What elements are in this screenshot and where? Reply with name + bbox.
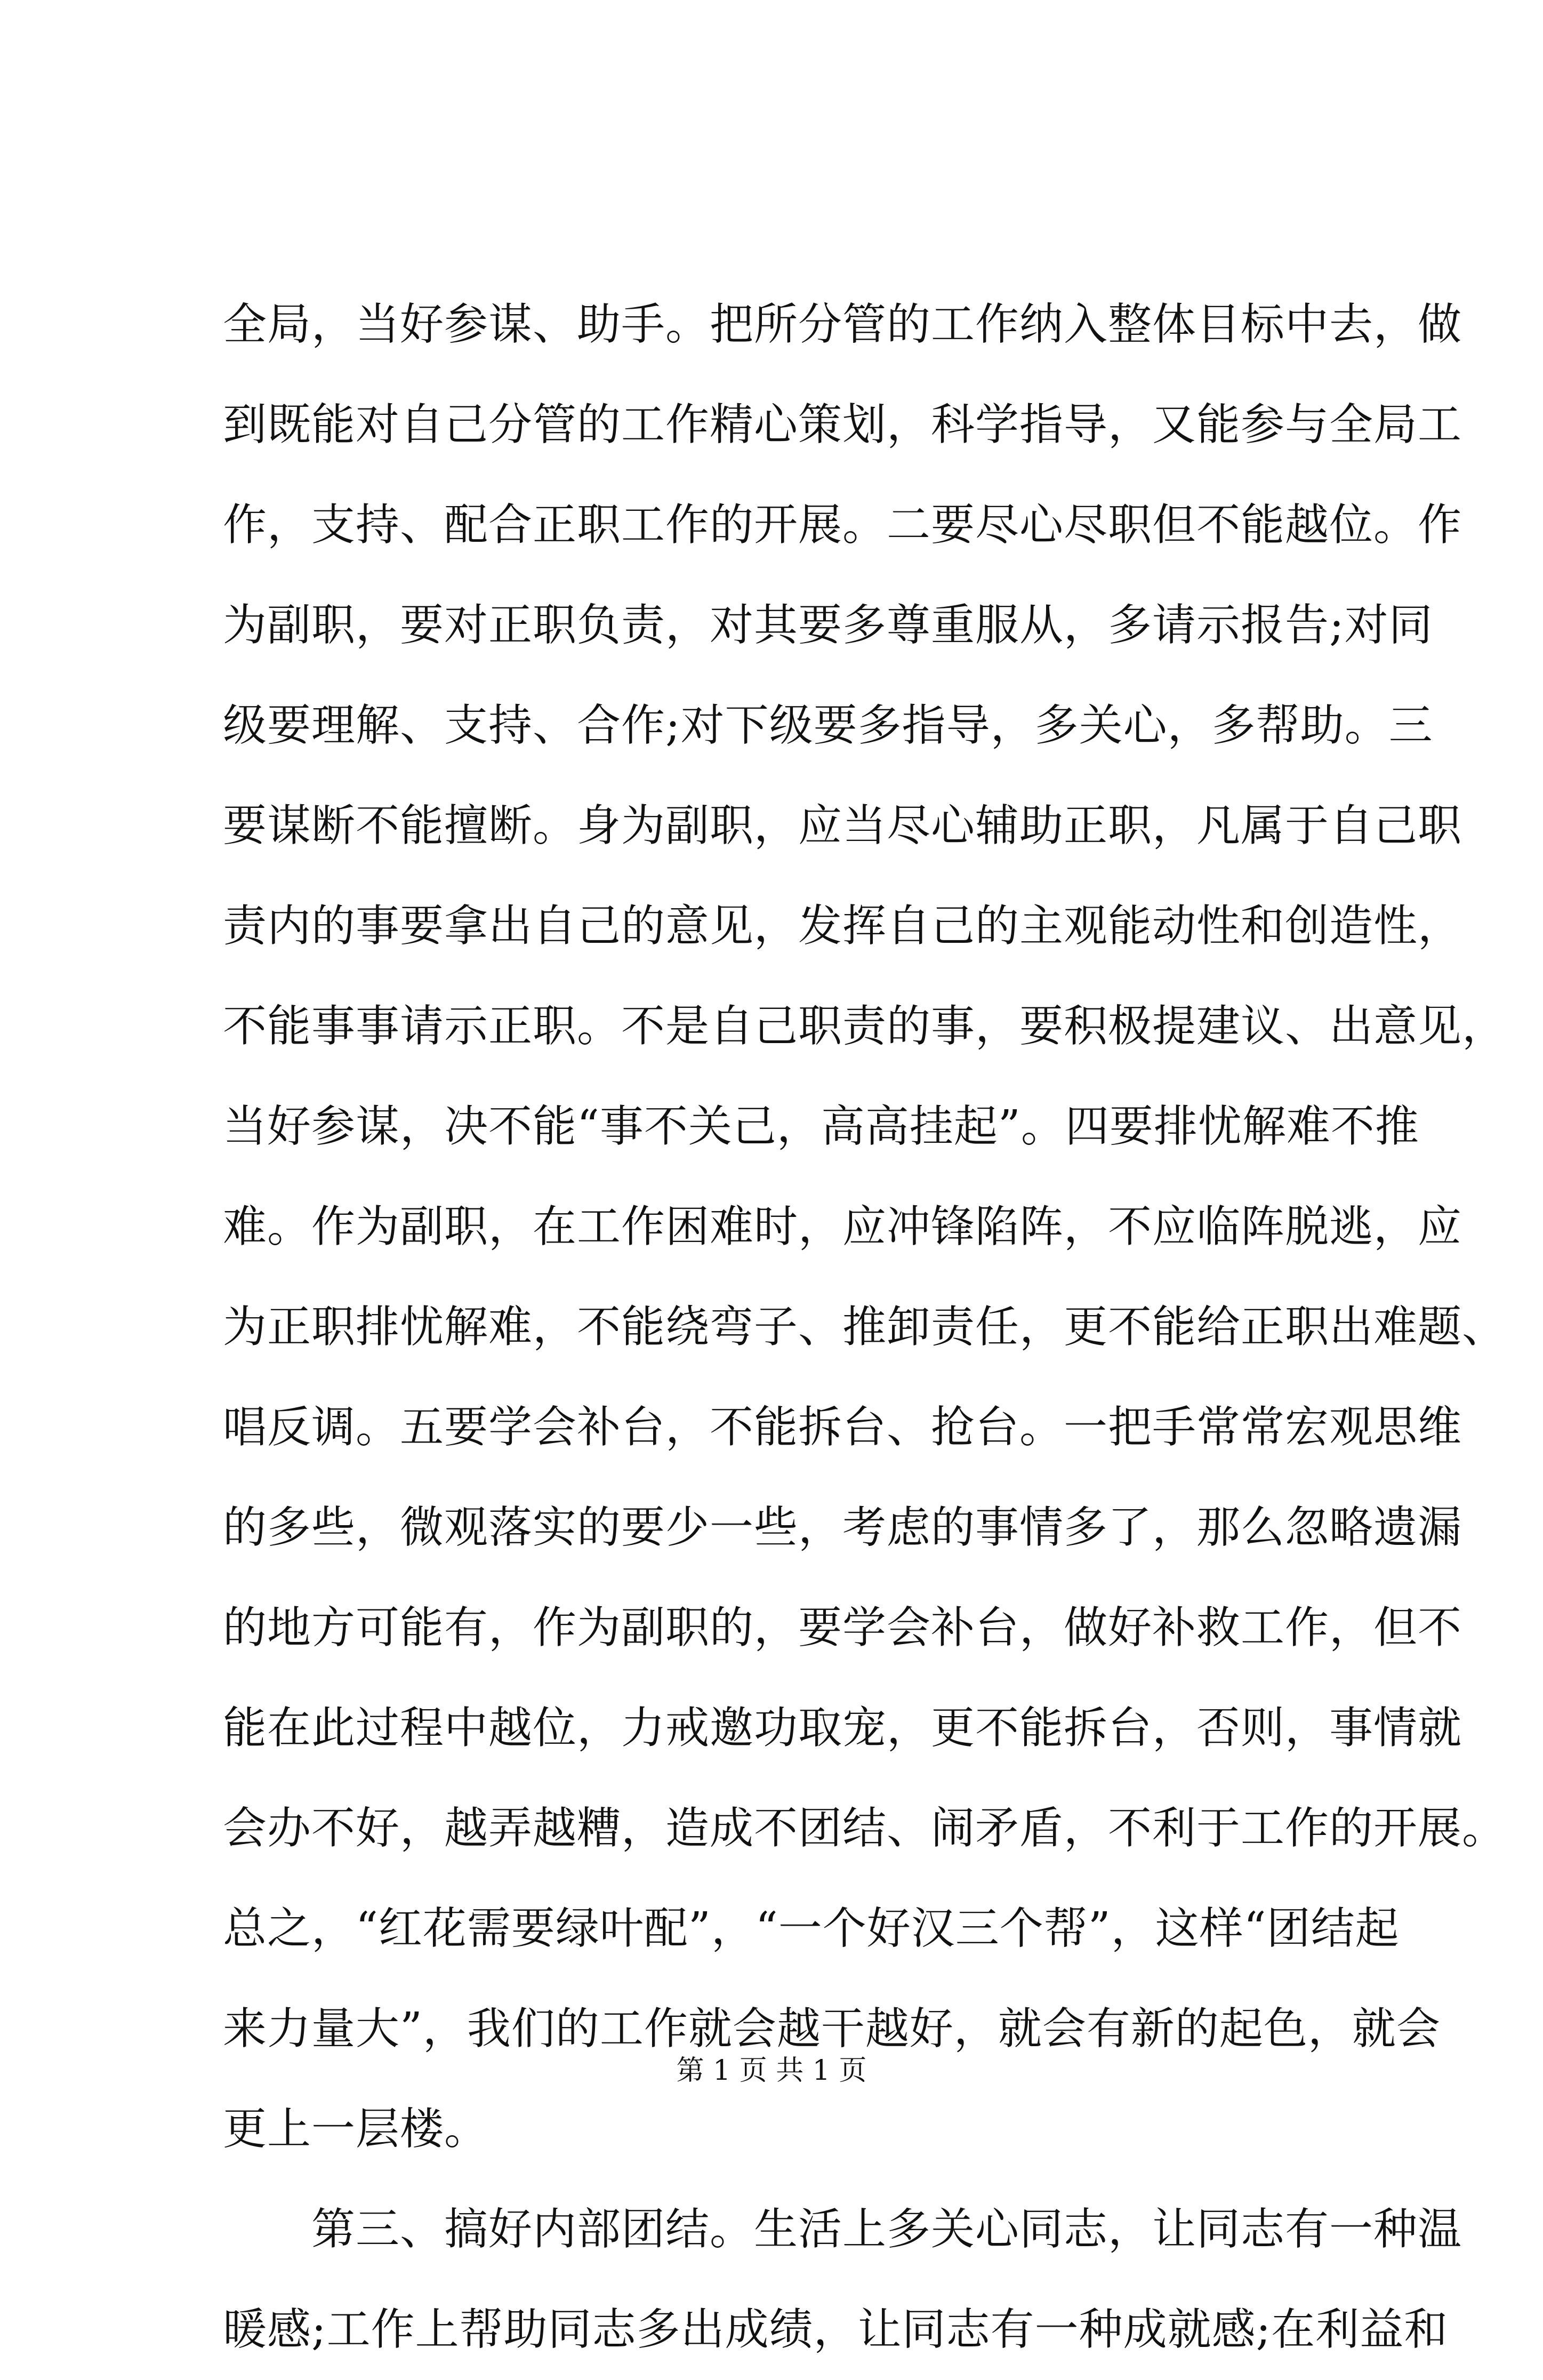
page-footer: 第 1 页 共 1 页 <box>676 2055 867 2087</box>
text-line: 第三、搞好内部团结。生活上多关心同志，让同志有一种温 <box>223 2204 1462 2255</box>
text-line: 到既能对自己分管的工作精心策划，科学指导，又能参与全局工 <box>223 399 1462 450</box>
text-line: 为正职排忧解难，不能绕弯子、推卸责任，更不能给正职出难题、 <box>223 1302 1507 1352</box>
text-line: 唱反调。五要学会补台，不能拆台、抢台。一把手常常宏观思维 <box>223 1402 1462 1453</box>
text-line: 能在此过程中越位，力戒邀功取宠，更不能拆台，否则，事情就 <box>223 1703 1462 1753</box>
text-line: 作，支持、配合正职工作的开展。二要尽心尽职但不能越位。作 <box>223 500 1462 550</box>
text-line: 当好参谋，决不能“事不关己，高高挂起”。四要排忧解难不推 <box>223 1101 1419 1152</box>
text-line: 更上一层楼。 <box>223 2104 489 2154</box>
text-line: 级要理解、支持、合作;对下级要多指导，多关心，多帮助。三 <box>223 700 1433 751</box>
text-line: 要谋断不能擅断。身为副职，应当尽心辅助正职，凡属于自己职 <box>223 800 1462 851</box>
text-line: 难。作为副职，在工作困难时，应冲锋陷阵，不应临阵脱逃，应 <box>223 1201 1462 1252</box>
text-line: 总之，“红花需要绿叶配”，“一个好汉三个帮”，这样“团结起 <box>223 1903 1400 1954</box>
text-line: 来力量大”，我们的工作就会越干越好，就会有新的起色，就会 <box>223 2004 1441 2054</box>
text-line: 责内的事要拿出自己的意见，发挥自己的主观能动性和创造性， <box>223 901 1462 951</box>
text-line: 的多些，微观落实的要少一些，考虑的事情多了，那么忽略遗漏 <box>223 1502 1462 1553</box>
text-line: 暖感;工作上帮助同志多出成绩，让同志有一种成就感;在利益和 <box>223 2304 1449 2355</box>
text-line: 为副职，要对正职负责，对其要多尊重服从，多请示报告;对同 <box>223 600 1433 651</box>
text-line: 不能事事请示正职。不是自己职责的事，要积极提建议、出意见， <box>223 1001 1507 1052</box>
text-line: 会办不好，越弄越糟，造成不团结、闹矛盾，不利于工作的开展。 <box>223 1803 1507 1854</box>
text-line: 全局，当好参谋、助手。把所分管的工作纳入整体目标中去，做 <box>223 299 1462 350</box>
text-line: 的地方可能有，作为副职的，要学会补台，做好补救工作，但不 <box>223 1602 1462 1653</box>
